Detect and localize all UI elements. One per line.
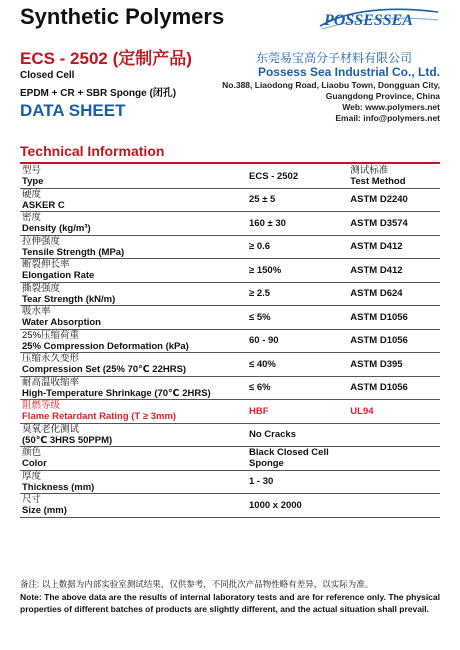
- value-cell: 60 - 90: [247, 329, 348, 353]
- product-subtitle-1: Closed Cell: [20, 70, 75, 81]
- method-cell: [348, 212, 440, 236]
- property-cell: [20, 282, 247, 306]
- table-row: [20, 259, 440, 283]
- page-title: Synthetic Polymers: [20, 4, 225, 29]
- property-cn: 型号: [22, 165, 42, 177]
- company-name-cn: 东莞易宝高分子材料有限公司: [256, 51, 413, 65]
- property-en: Color: [22, 458, 47, 470]
- datasheet-heading: DATA SHEET: [20, 101, 126, 120]
- method-cell: [348, 470, 440, 494]
- table-row: [20, 400, 440, 424]
- value-cell: ≥ 0.6: [247, 235, 348, 259]
- property-cell: [20, 353, 247, 377]
- method-en: UL94: [350, 405, 374, 417]
- property-en: Type: [22, 176, 44, 188]
- method-cell: [348, 282, 440, 306]
- value-cell: ≤ 40%: [247, 353, 348, 377]
- table-row: [20, 282, 440, 306]
- property-en: 25% Compression Deformation (kPa): [22, 340, 189, 352]
- property-cn: 阻燃等级: [22, 400, 61, 412]
- property-en: Density (kg/m³): [22, 223, 91, 235]
- property-en: Water Absorption: [22, 317, 101, 329]
- method-en: ASTM D412: [350, 264, 403, 276]
- method-en: ASTM D624: [350, 288, 403, 300]
- property-en: Compression Set (25% 70℃ 22HRS): [22, 364, 187, 376]
- value-cell: No Cracks: [247, 423, 348, 447]
- property-cell: [20, 188, 247, 212]
- spec-table: [20, 165, 440, 518]
- property-cell: [20, 470, 247, 494]
- table-row: [20, 447, 440, 471]
- value-cell: ≥ 2.5: [247, 282, 348, 306]
- value-cell: HBF: [247, 400, 348, 424]
- value-cell: 160 ± 30: [247, 212, 348, 236]
- property-cn: 吸水率: [22, 306, 51, 318]
- logo-text: POSSESSEA: [324, 12, 413, 29]
- value-cell: ≥ 150%: [247, 259, 348, 283]
- method-cell: [348, 494, 440, 518]
- table-row: [20, 165, 440, 188]
- property-cn: 压缩永久变形: [22, 353, 80, 365]
- property-cell: [20, 400, 247, 424]
- method-cell: [348, 447, 440, 471]
- property-cell: [20, 329, 247, 353]
- company-name-en: Possess Sea Industrial Co., Ltd.: [257, 65, 440, 79]
- property-cn: 耐高温收缩率: [22, 376, 80, 388]
- method-cell: [348, 306, 440, 330]
- property-cell: [20, 494, 247, 518]
- section-divider: [20, 162, 440, 164]
- footnote-cn: 备注: 以上数据为内部实验室测试结果，仅供参考，不同批次产品物性略有差异，以实际为准。: [20, 579, 374, 589]
- property-cell: [20, 423, 247, 447]
- property-cn: 密度: [22, 212, 42, 224]
- table-row: [20, 423, 440, 447]
- property-cn: 撕裂强度: [22, 282, 61, 294]
- table-row: [20, 470, 440, 494]
- company-email: Email: info@polymers.net: [335, 113, 440, 123]
- method-cell: [348, 188, 440, 212]
- property-en: Thickness (mm): [22, 481, 95, 493]
- method-en: ASTM D2240: [350, 194, 408, 206]
- product-subtitle-2: EPDM + CR + SBR Sponge (闭孔): [20, 88, 177, 99]
- property-cell: [20, 235, 247, 259]
- property-en: High-Temperature Shrinkage (70℃ 2HRS): [22, 387, 211, 399]
- property-cell: [20, 447, 247, 471]
- property-en: ASKER C: [22, 199, 65, 211]
- method-cell: [348, 423, 440, 447]
- company-logo: [318, 4, 440, 32]
- table-row: [20, 306, 440, 330]
- value-cell: 1000 x 2000: [247, 494, 348, 518]
- value-cell: ≤ 5%: [247, 306, 348, 330]
- company-web: Web: www.polymers.net: [342, 102, 440, 112]
- property-cn: 颜色: [22, 447, 42, 459]
- property-cell: [20, 376, 247, 400]
- property-cn: 拉伸强度: [22, 235, 61, 247]
- table-row: [20, 353, 440, 377]
- method-cell: [348, 376, 440, 400]
- method-cn: 测试标准: [350, 165, 389, 177]
- property-cn: 断裂伸长率: [22, 259, 70, 271]
- method-en: ASTM D1056: [350, 382, 408, 394]
- table-row: [20, 329, 440, 353]
- method-en: Test Method: [350, 176, 406, 188]
- product-code: ECS - 2502 (定制产品): [20, 49, 192, 68]
- value-cell: ECS - 2502: [247, 165, 348, 188]
- section-title: Technical Information: [20, 143, 165, 159]
- method-en: ASTM D1056: [350, 311, 408, 323]
- property-en: Size (mm): [22, 505, 67, 517]
- property-en: Flame Retardant Rating (T ≥ 3mm): [22, 411, 177, 423]
- property-en: Elongation Rate: [22, 270, 95, 282]
- value-cell: Black Closed Cell Sponge: [247, 447, 348, 471]
- footnote-en: Note: The above data are the results of internal laboratory tests and are for reference only. The physical properties of different batches of products are slightly different, and the actual situation shall prevail.: [20, 591, 440, 614]
- table-row: [20, 188, 440, 212]
- property-cell: [20, 212, 247, 236]
- property-cn: 硬度: [22, 188, 42, 200]
- method-cell: [348, 259, 440, 283]
- method-cell: [348, 235, 440, 259]
- table-row: [20, 376, 440, 400]
- value-cell: 25 ± 5: [247, 188, 348, 212]
- table-row: [20, 494, 440, 518]
- property-en: Tear Strength (kN/m): [22, 293, 116, 305]
- value-cell: 1 - 30: [247, 470, 348, 494]
- method-cell: [348, 329, 440, 353]
- property-cn: 厚度: [22, 470, 42, 482]
- method-en: ASTM D3574: [350, 217, 408, 229]
- property-cell: [20, 165, 247, 188]
- method-cell: [348, 400, 440, 424]
- property-en: (50℃ 3HRS 50PPM): [22, 434, 113, 446]
- property-cell: [20, 306, 247, 330]
- method-cell: [348, 353, 440, 377]
- property-en: Tensile Strength (MPa): [22, 246, 125, 258]
- method-en: ASTM D1056: [350, 335, 408, 347]
- property-cell: [20, 259, 247, 283]
- method-en: ASTM D395: [350, 358, 403, 370]
- property-cn: 25%压缩荷重: [22, 329, 80, 341]
- company-address: No.388, Liaodong Road, Liaobu Town, Dongguan City, Guangdong Province, China: [222, 80, 440, 101]
- method-en: ASTM D412: [350, 241, 403, 253]
- table-row: [20, 235, 440, 259]
- method-cell: [348, 165, 440, 188]
- property-cn: 臭氧老化测试: [22, 423, 80, 435]
- footnote: [20, 578, 440, 616]
- property-cn: 尺寸: [22, 494, 42, 506]
- table-row: [20, 212, 440, 236]
- value-cell: ≤ 6%: [247, 376, 348, 400]
